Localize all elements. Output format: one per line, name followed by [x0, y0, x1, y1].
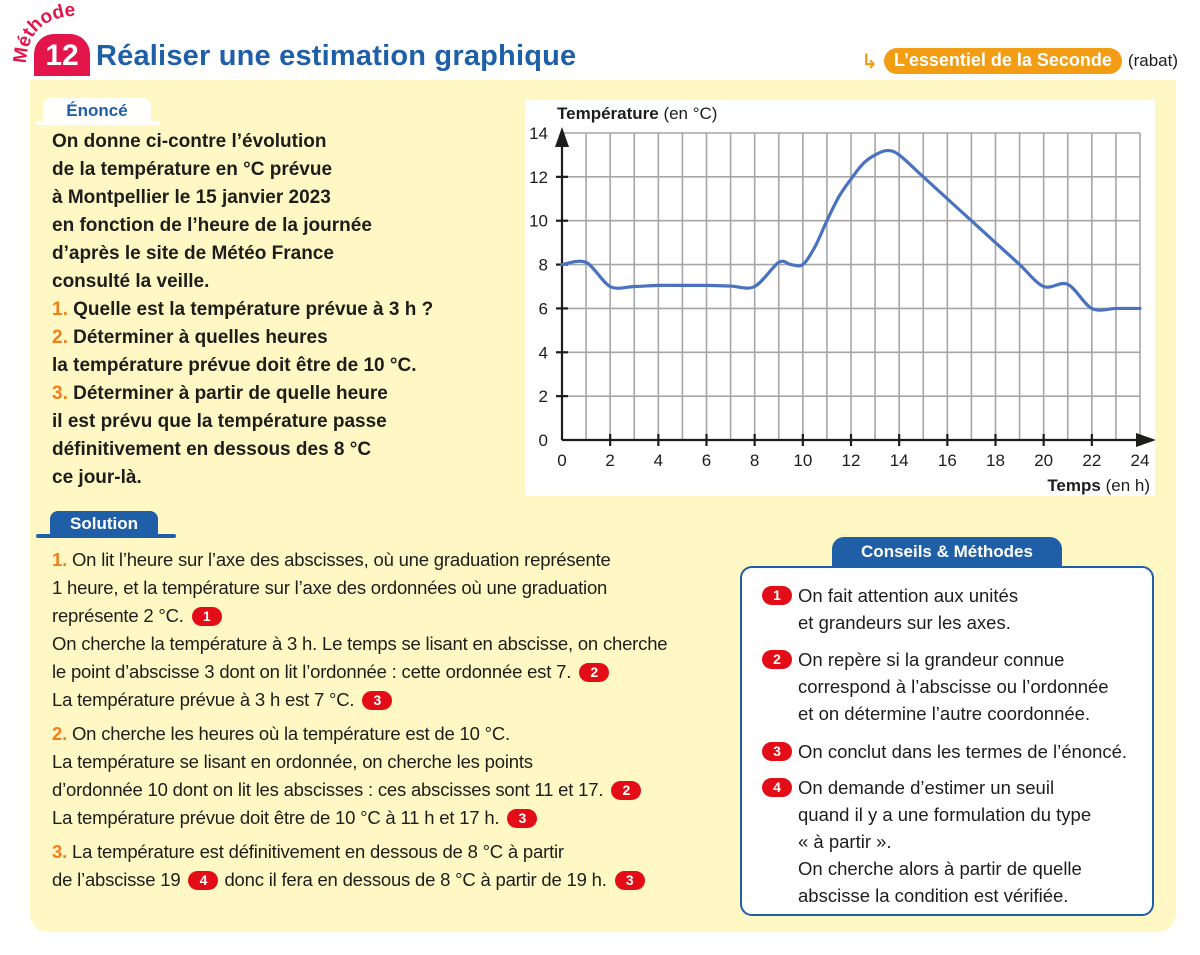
conseil-ref-3-badge: 3: [615, 871, 645, 890]
solution-2-line: [52, 804, 732, 832]
question-3-line: [52, 408, 512, 436]
conseil-ref-3-badge: 3: [362, 691, 392, 710]
solution-1-line: [52, 602, 732, 630]
x-tick-label: 8: [749, 451, 760, 470]
conseil-number-1-badge: 1: [762, 586, 792, 605]
x-axis-title: [1047, 476, 1150, 495]
temperature-chart: [525, 100, 1155, 496]
conseil-number-2-badge: 2: [762, 650, 792, 669]
question-3-line: [52, 436, 512, 464]
conseil-text: On repère si la grandeur connue: [798, 649, 1065, 670]
solution-1-line: [52, 630, 732, 658]
solution-text: représente 2 °C.: [52, 605, 184, 626]
y-axis-title-main: Température: [557, 104, 659, 123]
y-tick-label: 6: [538, 299, 548, 319]
y-axis-arrow-icon: [555, 127, 569, 147]
question-number: 1.: [52, 299, 68, 320]
conseil-text: et on détermine l’autre coordonnée.: [798, 703, 1091, 724]
y-tick-label: 8: [538, 255, 548, 275]
tab-solution-underline: [36, 534, 176, 538]
question-text: ce jour-là.: [52, 467, 142, 488]
conseils-tab: Conseils & Méthodes: [832, 537, 1062, 567]
enonce-line: On donne ci-contre l’évolution: [52, 131, 327, 152]
conseil-text: On demande d’estimer un seuil: [798, 777, 1055, 798]
question-text: Déterminer à quelles heures: [73, 327, 328, 348]
y-axis-title-unit: (en °C): [658, 104, 718, 123]
conseil-item-3: [762, 738, 1127, 765]
conseil-ref-2-badge: 2: [611, 781, 641, 800]
enonce-line: d’après le site de Météo France: [52, 243, 334, 264]
solution-text: On lit l’heure sur l’axe des abscisses, où une graduation représente: [71, 549, 611, 570]
x-tick-label: 22: [1082, 451, 1102, 470]
reference-link[interactable]: [861, 48, 1178, 74]
y-tick-label: 0: [538, 431, 548, 450]
conseils-box: [740, 566, 1154, 916]
solution-1-line: [52, 658, 732, 686]
x-tick-label: 16: [937, 451, 957, 470]
enonce-line: à Montpellier le 15 janvier 2023: [52, 187, 331, 208]
conseil-ref-4-badge: 4: [188, 871, 218, 890]
conseil-item-2: [762, 646, 1109, 727]
x-tick-label: 12: [841, 451, 861, 470]
solution-text: d’ordonnée 10 dont on lit les abscisses : ces abscisses sont 11 et 17.: [52, 779, 604, 800]
question-number: 3.: [52, 383, 68, 404]
conseil-ref-2-badge: 2: [579, 663, 609, 682]
solution-2-line: [52, 776, 732, 804]
question-text: Quelle est la température prévue à 3 h ?: [73, 299, 434, 320]
chart-svg: [525, 100, 1155, 496]
conseil-text: abscisse la condition est vérifiée.: [798, 885, 1069, 906]
question-text: définitivement en dessous des 8 °C: [52, 439, 372, 460]
solution-text: donc il fera en dessous de 8 °C à partir de 19 h.: [224, 869, 607, 890]
x-tick-label: 24: [1130, 451, 1150, 470]
x-tick-label: 20: [1034, 451, 1054, 470]
solution-1-line: [52, 574, 732, 602]
question-number: 2.: [52, 327, 68, 348]
solution-2-line: [52, 748, 732, 776]
solution-text: le point d’abscisse 3 dont on lit l’ordonnée : cette ordonnée est 7.: [52, 661, 572, 682]
enonce-line: en fonction de l’heure de la journée: [52, 215, 372, 236]
solution-text: On cherche les heures où la température est de 10 °C.: [71, 723, 510, 744]
solution-3-line: [52, 838, 732, 866]
y-tick-label: 14: [529, 124, 548, 143]
solution-text: La température prévue à 3 h est 7 °C.: [52, 689, 355, 710]
y-tick-label: 2: [538, 387, 548, 407]
solution-text: de l’abscisse 19: [52, 869, 181, 890]
solution-1-line: [52, 686, 732, 714]
solution-2-line: [52, 720, 732, 748]
conseil-text: On conclut dans les termes de l’énoncé.: [798, 741, 1128, 762]
method-word: Méthode: [9, 2, 77, 62]
x-tick-label: 4: [653, 451, 664, 470]
x-axis-title-main: Temps: [1047, 476, 1101, 495]
y-tick-label: 10: [529, 211, 548, 231]
solution-number: 3.: [52, 841, 68, 862]
tab-solution: Solution: [50, 511, 158, 537]
tab-enonce: Énoncé: [43, 98, 151, 124]
conseil-ref-1-badge: 1: [192, 607, 222, 626]
conseil-text: On fait attention aux unités: [798, 585, 1019, 606]
solution-text: [52, 546, 732, 894]
y-axis-title: [557, 104, 717, 123]
conseil-ref-3-badge: 3: [507, 809, 537, 828]
solution-text: La température est définitivement en dessous de 8 °C à partir: [71, 841, 564, 862]
page-title: Réaliser une estimation graphique: [96, 40, 577, 72]
solution-text: La température se lisant en ordonnée, on cherche les points: [52, 751, 533, 772]
hook-arrow-right-icon: ↳: [861, 49, 878, 73]
solution-3-line: [52, 866, 732, 894]
solution-1-line: [52, 546, 732, 574]
solution-text: 1 heure, et la température sur l’axe des ordonnées où une graduation: [52, 577, 608, 598]
x-tick-label: 6: [701, 451, 712, 470]
solution-number: 2.: [52, 723, 68, 744]
question-2-line: [52, 352, 512, 380]
x-tick-label: 10: [793, 451, 813, 470]
conseil-text: correspond à l’abscisse ou l’ordonnée: [798, 676, 1109, 697]
question-2-line: [52, 324, 512, 352]
tab-enonce-underline: [36, 121, 160, 125]
question-3-line: [52, 380, 512, 408]
conseil-text: et grandeurs sur les axes.: [798, 612, 1011, 633]
question-text: il est prévu que la température passe: [52, 411, 387, 432]
enonce-line: consulté la veille.: [52, 271, 210, 292]
solution-number: 1.: [52, 549, 68, 570]
x-axis-arrow-icon: [1136, 433, 1155, 447]
conseil-item-1: [762, 582, 1018, 636]
x-tick-label: 2: [605, 451, 615, 470]
x-tick-label: 14: [889, 451, 909, 470]
conseil-text: On cherche alors à partir de quelle: [798, 858, 1082, 879]
enonce-text: [52, 128, 512, 492]
solution-text: On cherche la température à 3 h. Le temps se lisant en abscisse, on cherche: [52, 633, 668, 654]
question-1-line: [52, 296, 512, 324]
conseil-number-4-badge: 4: [762, 778, 792, 797]
question-text: Déterminer à partir de quelle heure: [73, 383, 388, 404]
y-tick-label: 4: [538, 343, 548, 363]
conseil-text: « à partir ».: [798, 831, 892, 852]
reference-pill[interactable]: L’essentiel de la Seconde: [884, 48, 1122, 74]
x-tick-label: 0: [557, 451, 567, 470]
question-text: la température prévue doit être de 10 °C.: [52, 355, 417, 376]
conseil-number-3-badge: 3: [762, 742, 792, 761]
question-3-line: [52, 464, 512, 492]
method-number-badge: 12: [34, 34, 90, 76]
enonce-line: de la température en °C prévue: [52, 159, 333, 180]
conseil-item-4: [762, 774, 1091, 909]
x-tick-label: 18: [986, 451, 1005, 470]
y-tick-label: 12: [529, 167, 548, 187]
x-axis-title-unit: (en h): [1100, 476, 1150, 495]
solution-text: La température prévue doit être de 10 °C à 11 h et 17 h.: [52, 807, 500, 828]
reference-note: (rabat): [1127, 51, 1178, 70]
conseil-text: quand il y a une formulation du type: [798, 804, 1092, 825]
